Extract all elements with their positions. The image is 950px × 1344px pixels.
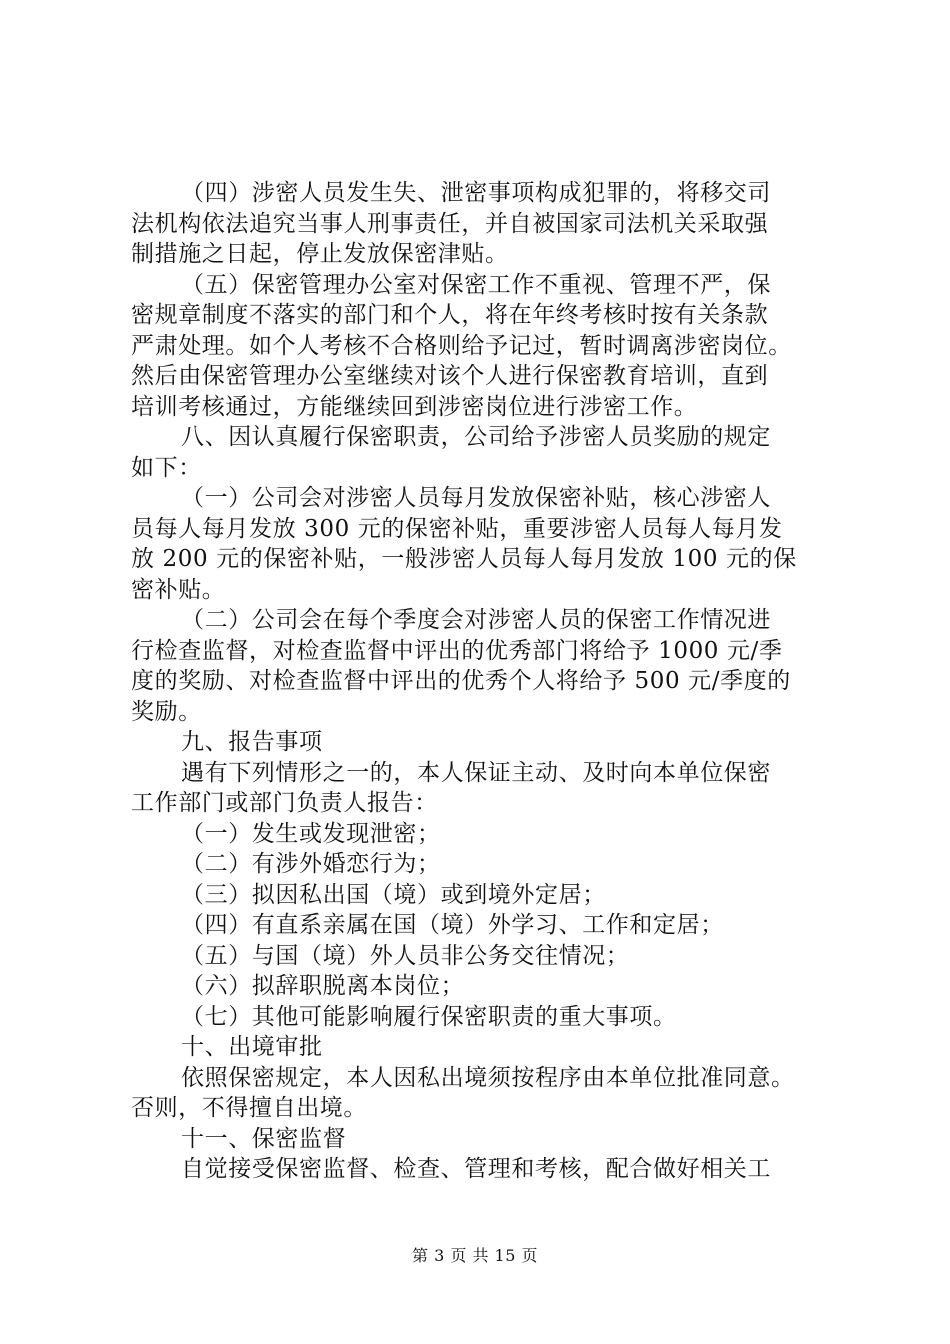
text-line: 密规章制度不落实的部门和个人，将在年终考核时按有关条款 <box>131 302 769 328</box>
text-line: （五）与国（境）外人员非公务交往情况； <box>181 942 630 969</box>
text-line: （七）其他可能影响履行保密职责的重大事项。 <box>181 1003 677 1030</box>
text-line: 行检查监督，对检查监督中评出的优秀部门将给予 1000 元/季 <box>131 637 783 664</box>
text-line: 九、报告事项 <box>181 729 323 755</box>
text-line: （五）保密管理办公室对保密工作不重视、管理不严，保 <box>181 271 771 298</box>
text-line: （六）拟辞职脱离本岗位； <box>181 973 465 999</box>
text-line: 十一、保密监督 <box>181 1125 347 1152</box>
text-line: 员每人每月发放 300 元的保密补贴，重要涉密人员每人每月发 <box>131 515 783 542</box>
text-line: 自觉接受保密监督、检查、管理和考核，配合做好相关工 <box>181 1156 771 1182</box>
text-line: 严肃处理。如个人考核不合格则给予记过，暂时调离涉密岗位。 <box>131 332 792 359</box>
text-line: 奖励。 <box>131 698 202 725</box>
text-line: （一）公司会对涉密人员每月发放保密补贴，核心涉密人 <box>181 485 771 511</box>
text-line: 然后由保密管理办公室继续对该个人进行保密教育培训，直到 <box>131 363 769 389</box>
document-body <box>131 178 843 1185</box>
text-line: 法机构依法追究当事人刑事责任，并自被国家司法机关采取强 <box>131 210 769 237</box>
text-line: 工作部门或部门负责人报告： <box>131 790 438 816</box>
text-line: （三）拟因私出国（境）或到境外定居； <box>181 881 606 908</box>
text-line: （二）公司会在每个季度会对涉密人员的保密工作情况进 <box>181 607 771 633</box>
text-line: 密补贴。 <box>131 576 226 603</box>
text-line: （四）涉密人员发生失、泄密事项构成犯罪的，将移交司 <box>181 180 771 206</box>
text-line: 制措施之日起，停止发放保密津贴。 <box>131 241 509 267</box>
text-line: 如下： <box>131 454 202 481</box>
text-line: 十、出境审批 <box>181 1034 323 1060</box>
text-line: （四）有直系亲属在国（境）外学习、工作和定居； <box>181 912 724 938</box>
text-line: 度的奖励、对检查监督中评出的优秀个人将给予 500 元/季度的 <box>131 668 791 694</box>
text-line: 否则，不得擅自出境。 <box>131 1095 367 1121</box>
text-line: 遇有下列情形之一的，本人保证主动、及时向本单位保密 <box>181 759 771 786</box>
text-line: 放 200 元的保密补贴，一般涉密人员每人每月发放 100 元的保 <box>131 546 797 572</box>
text-line: 八、因认真履行保密职责，公司给予涉密人员奖励的规定 <box>181 424 771 450</box>
text-line: （一）发生或发现泄密； <box>181 820 441 847</box>
page-number-footer: 第 3 页 共 15 页 <box>412 1246 538 1265</box>
text-line: 依照保密规定，本人因私出境须按程序由本单位批准同意。 <box>181 1064 795 1091</box>
text-line: 培训考核通过，方能继续回到涉密岗位进行涉密工作。 <box>131 393 698 420</box>
text-line: （二）有涉外婚恋行为； <box>181 851 441 877</box>
